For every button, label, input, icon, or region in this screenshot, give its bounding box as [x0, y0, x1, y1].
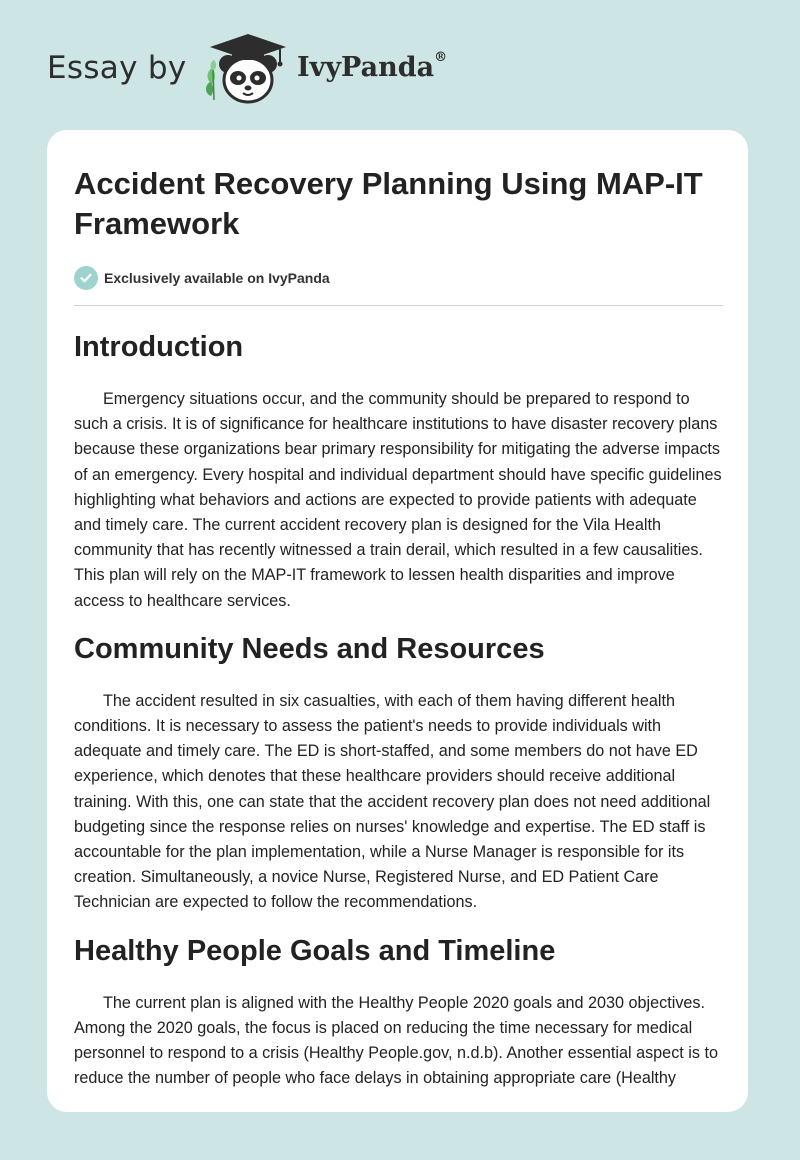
page-title: Accident Recovery Planning Using MAP-IT Framework	[74, 166, 703, 241]
title-divider	[74, 305, 723, 306]
section-heading-healthy-people: Healthy People Goals and Timeline	[74, 934, 556, 967]
section-paragraph-community-needs: The accident resulted in six casualties, with each of them having different health conditions. It is necessary to assess the patient's needs to provide individuals with adequate and timely care. The ED is short-staffed, and some members do not have ED experience, which denotes that these healthcare providers should receive additional training. With this, one can state that the accident recovery plan does not need additional budgeting since the response relies on nurses' knowledge and expertise. The ED staff is accountable for the plan implementation, while a Nurse Manager is responsible for its creation. Simultaneously, a novice Nurse, Registered Nurse, and ED Patient Care Technician are expected to follow the recommendations.	[74, 691, 711, 912]
section-paragraph-introduction: Emergency situations occur, and the community should be prepared to respond to such a crisis. It is of significance for healthcare institutions to have disaster recovery plans because these organizations bear primary responsibility for mitigating the adverse impacts of an emergency. Every hospital and individual department should have specific guidelines highlighting what behaviors and actions are expected to provide patients with adequate and timely care. The current accident recovery plan is designed for the Vila Health community that has recently witnessed a train derail, which resulted in a few causalities. This plan will rely on the MAP-IT framework to lessen health disparities and improve access to healthcare services.	[74, 390, 722, 610]
check-circle-icon	[74, 266, 98, 290]
ivypanda-brand-name	[297, 52, 447, 83]
essay-content	[74, 164, 723, 1091]
exclusive-badge-text: Exclusively available on IvyPanda	[104, 270, 330, 286]
brand-name-text: IvyPanda	[297, 52, 435, 83]
essay-by-label: Essay by	[47, 50, 187, 86]
exclusive-badge	[74, 265, 723, 291]
panda-graduate-icon	[202, 30, 294, 108]
essay-card	[47, 130, 748, 1112]
section-heading-introduction: Introduction	[74, 331, 244, 363]
section-paragraph-healthy-people: The current plan is aligned with the Healthy People 2020 goals and 2030 objectives. Among the 2020 goals, the focus is placed on reducing the time necessary for medical personnel to respond to a crisis (Healthy People.gov, n.d.b). Another essential aspect is to reduce the number of people who face delays in obtaining appropriate care (Healthy	[74, 993, 718, 1088]
section-heading-community-needs: Community Needs and Resources	[74, 632, 545, 665]
brand-header[interactable]	[47, 30, 507, 110]
registered-mark: ®	[434, 50, 448, 65]
